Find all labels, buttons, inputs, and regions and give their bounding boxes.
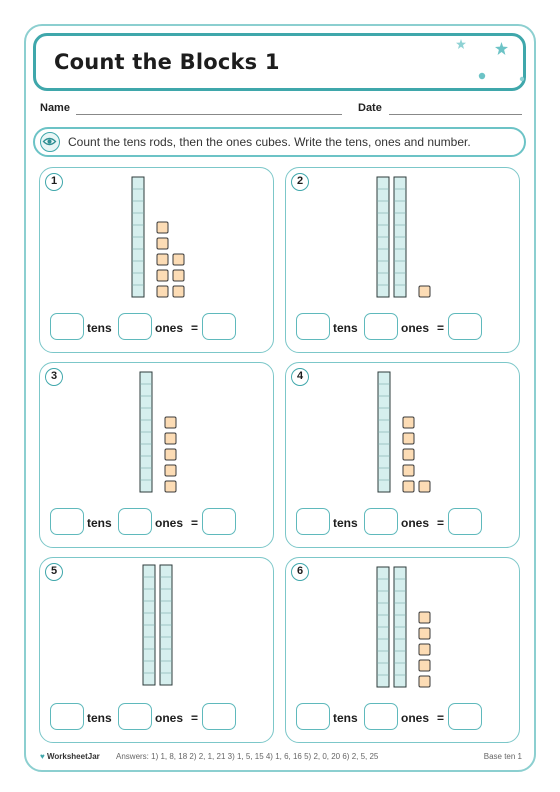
tens-label: tens [333,711,358,725]
ones-cube [419,481,430,492]
star-icon [495,42,508,55]
ones-cube [165,481,176,492]
problem-number: 3 [45,368,63,386]
ones-cube [157,286,168,297]
heart-icon: ♥ [40,752,45,761]
answer-key: Answers: 1) 1, 8, 18 2) 2, 1, 21 3) 1, 5, 15 4) 1, 6, 16 5) 2, 0, 20 6) 2, 5, 25 [116,752,379,761]
tens-answer-box[interactable] [296,703,330,730]
problem-card [285,557,520,743]
name-label: Name [40,102,70,114]
tens-label: tens [87,321,112,335]
ones-cube [419,644,430,655]
tens-label: tens [333,516,358,530]
eye-icon [40,132,60,152]
ones-label: ones [401,321,430,335]
ones-cube [157,270,168,281]
date-field[interactable] [389,114,522,115]
equals-sign: = [191,711,199,725]
ones-cube [157,254,168,265]
base-ten-blocks [40,363,275,503]
instruction-text: Count the tens rods, then the ones cubes. Write the tens, ones and number. [68,135,471,149]
base-ten-blocks [286,363,521,503]
ones-label: ones [155,711,184,725]
ones-answer-box[interactable] [118,313,152,340]
ones-cube [403,433,414,444]
problem-number: 4 [291,368,309,386]
equals-sign: = [191,321,199,335]
problem-card [285,167,520,353]
ones-cube [403,417,414,428]
ones-cube [165,449,176,460]
ones-answer-box[interactable] [364,313,398,340]
ones-cube [403,449,414,460]
ones-cube [419,612,430,623]
equals-sign: = [191,516,199,530]
ones-cube [173,286,184,297]
worksheet-code: Base ten 1 [483,752,522,761]
ones-label: ones [401,516,430,530]
ones-answer-box[interactable] [364,703,398,730]
base-ten-blocks [286,558,521,698]
page-title: Count the Blocks 1 [54,50,280,74]
problem-number: 1 [45,173,63,191]
date-label: Date [358,102,382,114]
ones-label: ones [155,321,184,335]
number-answer-box[interactable] [448,508,482,535]
problem-number: 6 [291,563,309,581]
base-ten-blocks [286,168,521,308]
ones-cube [165,417,176,428]
ones-cube [403,465,414,476]
tens-answer-box[interactable] [296,313,330,340]
title-banner [33,33,526,91]
ones-cube [157,238,168,249]
ones-cube [419,286,430,297]
problem-card [39,362,274,548]
footer [40,752,522,766]
problem-card [285,362,520,548]
base-ten-blocks [40,558,275,698]
problem-card [39,167,274,353]
ones-cube [419,676,430,687]
ones-cube [173,270,184,281]
tens-answer-box[interactable] [50,508,84,535]
ones-cube [165,465,176,476]
tens-answer-box[interactable] [296,508,330,535]
ones-label: ones [401,711,430,725]
ones-label: ones [155,516,184,530]
equals-sign: = [437,516,445,530]
name-field[interactable] [76,114,342,115]
tens-label: tens [87,516,112,530]
tens-answer-box[interactable] [50,313,84,340]
base-ten-blocks [40,168,275,308]
tens-label: tens [333,321,358,335]
equals-sign: = [437,711,445,725]
dot-decoration [478,72,486,80]
tens-answer-box[interactable] [50,703,84,730]
equals-sign: = [437,321,445,335]
name-date-row [40,101,522,119]
ones-answer-box[interactable] [364,508,398,535]
number-answer-box[interactable] [448,703,482,730]
problem-card [39,557,274,743]
ones-cube [157,222,168,233]
number-answer-box[interactable] [202,313,236,340]
ones-cube [403,481,414,492]
ones-cube [419,628,430,639]
brand-name: WorksheetJar [46,752,100,761]
ones-cube [165,433,176,444]
ones-cube [173,254,184,265]
tens-label: tens [87,711,112,725]
number-answer-box[interactable] [202,508,236,535]
ones-answer-box[interactable] [118,508,152,535]
number-answer-box[interactable] [202,703,236,730]
footer-brand [40,752,100,761]
problem-number: 5 [45,563,63,581]
ones-cube [419,660,430,671]
ones-answer-box[interactable] [118,703,152,730]
star-icon [456,39,466,49]
dot-decoration [519,76,525,82]
problem-number: 2 [291,173,309,191]
instruction-bar [33,127,526,157]
number-answer-box[interactable] [448,313,482,340]
